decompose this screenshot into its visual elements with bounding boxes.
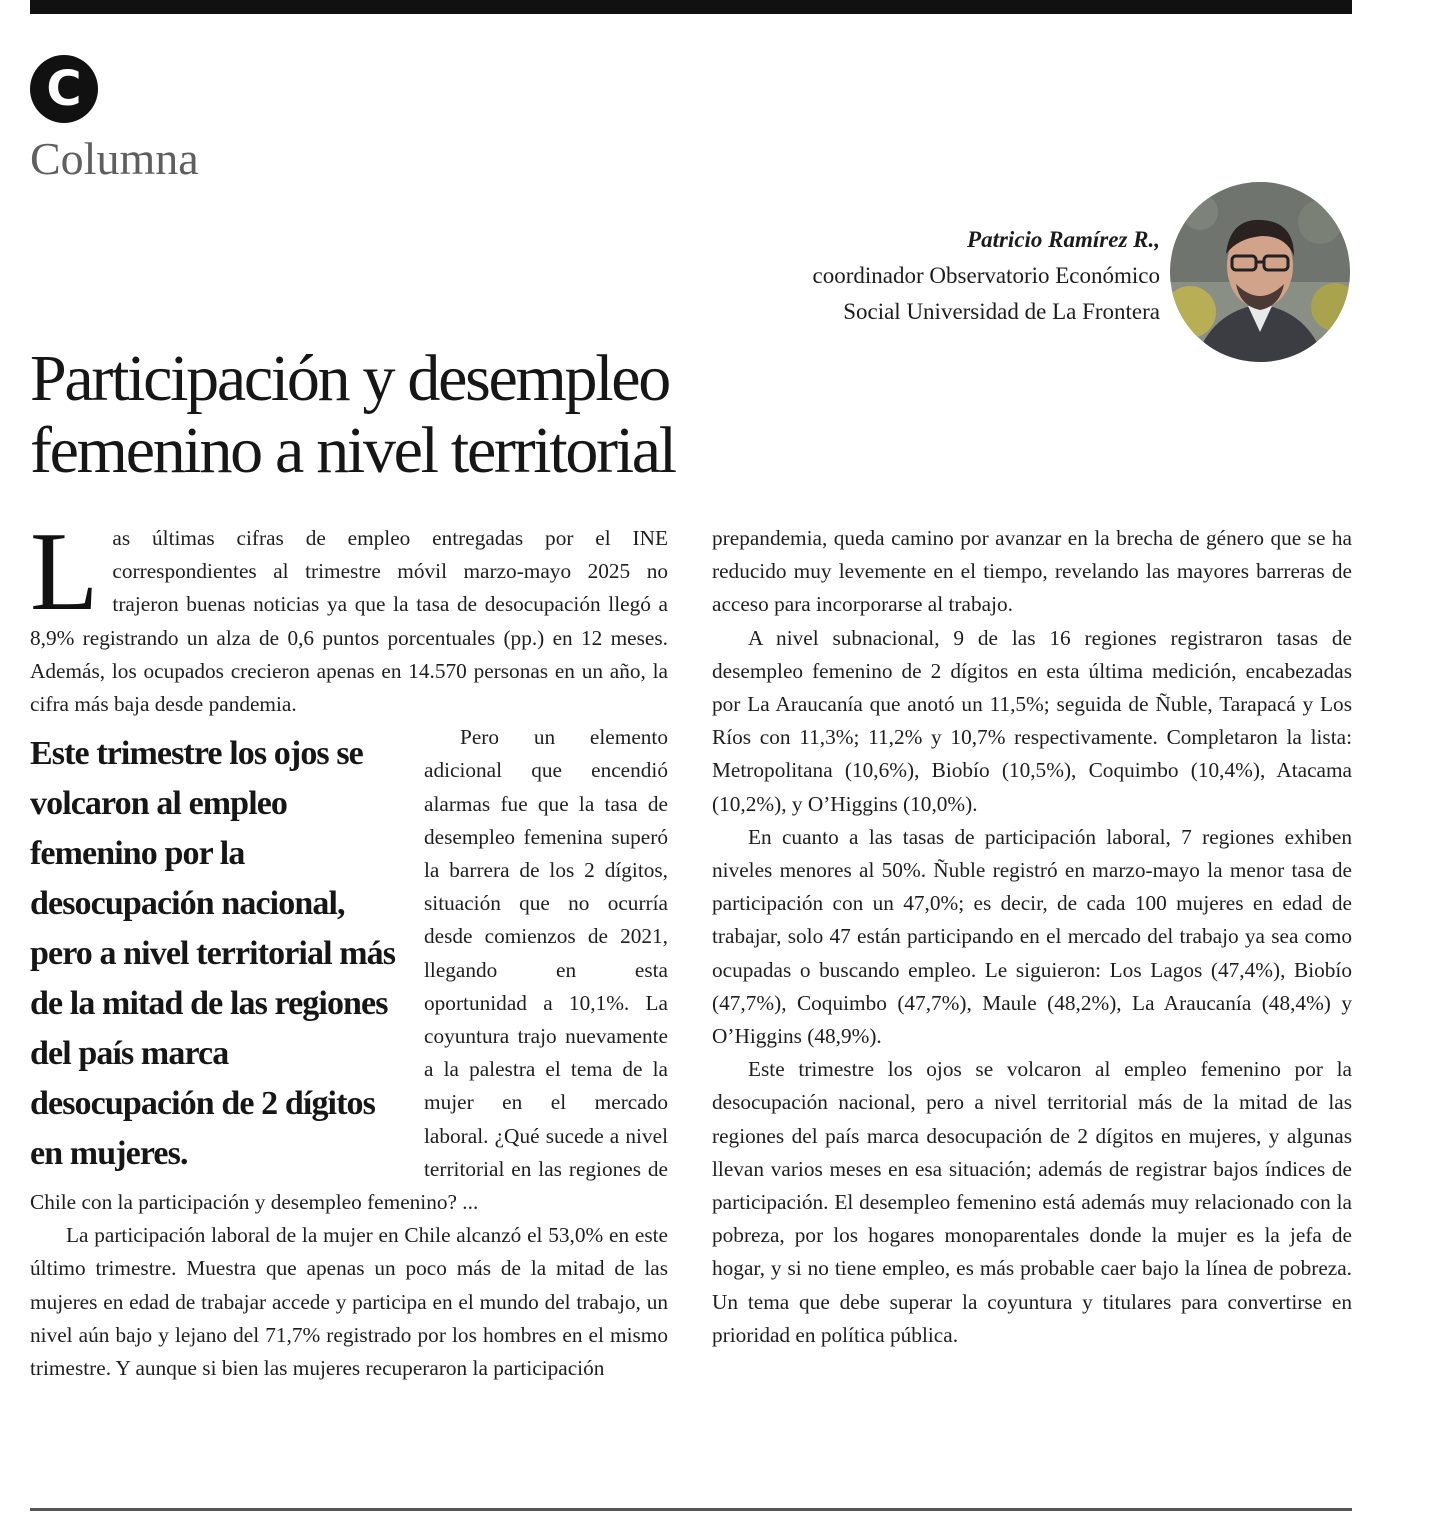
article-column-right — [712, 522, 1352, 1352]
article-column-left — [30, 510, 668, 1385]
drop-cap: L — [30, 510, 99, 634]
author-photo — [1170, 182, 1350, 362]
author-portrait-icon — [1170, 182, 1350, 362]
paragraph-3: La participación laboral de la mujer en Chile alcanzó el 53,0% en este último trimestre. Muestra que apenas un poco más de la mitad de las mujeres en edad de trabajar accede y participa en el mundo del trabajo, un nivel aún bajo y lejano del 71,7% registrado por los hombres en el mismo trimestre. Y aunque si bien las mujeres recuperaron la participación — [30, 1223, 668, 1381]
paragraph-1: as últimas cifras de empleo entregadas por el INE correspondientes al trimestre móvil marzo-mayo 2025 no trajeron buenas noticias ya que la tasa de desocupación llegó a 8,9% registrando un alza de 0,6 puntos porcentuales (pp.) en 12 meses. Además, los ocupados crecieron apenas en 14.570 personas en un año, la cifra más baja desde pandemia. — [30, 526, 668, 717]
paragraph-6: Este trimestre los ojos se volcaron al empleo femenino por la desocupación nacional, pero a nivel territorial más de la mitad de las regiones del país marca desocupación de 2 dígitos en mujeres, y algunas llevan varios meses en esa situación; además de registrar bajos índices de participación. El desempleo femenino está además muy relacionado con la pobreza, por los hogares monoparentales donde la mujer es la jefa de hogar, y si no tiene empleo, es más probable caer bajo la línea de pobreza. Un tema que debe superar la coyuntura y titulares para convertirse en prioridad en política pública. — [712, 1057, 1352, 1347]
pull-quote: Este trimestre los ojos se volcaron al empleo femenino por la desocupación nacional, pero a nivel territorial más de la mitad de las regiones del país marca desocupación de 2 dígitos en mujeres. — [30, 735, 396, 1173]
top-rule — [30, 0, 1352, 14]
author-role-line1: coordinador Observatorio Económico — [812, 263, 1160, 288]
author-byline — [660, 222, 1160, 330]
paragraph-2: Pero un elemento adicional que encendió alarmas fue que la tasa de desempleo femenina superó la barrera de los 2 dígitos, situación que no ocurría desde comienzos de 2021, llegando en esta oportunidad a 10,1%. La coyuntura trajo nuevamente a la palestra el tema de la mujer en el mercado laboral. ¿Qué sucede a nivel territorial en las regiones de Chile con la participación y desempleo femenino? ... — [30, 725, 668, 1215]
paragraph-3-continued: prepandemia, queda camino por avanzar en la brecha de género que se ha reducido muy levemente en el tiempo, revelando las mayores barreras de acceso para incorporarse al trabajo. — [712, 526, 1352, 617]
headline: Participación y desempleo femenino a nivel territorial — [30, 342, 675, 487]
section-label: Columna — [30, 133, 199, 184]
paragraph-5: En cuanto a las tasas de participación laboral, 7 regiones exhiben niveles menores al 50%. Ñuble registró en marzo-mayo la menor tasa de participación con un 47,0%; es decir, de cada 100 mujeres en edad de trabajar, solo 47 están participando en el mercado del trabajo ya sea como ocupadas o buscando empleo. Le siguieron: Los Lagos (47,4%), Biobío (47,7%), Coquimbo (47,7%), Maule (48,2%), La Araucanía (48,4%) y O’Higgins (48,9%). — [712, 824, 1352, 1049]
author-name: Patricio Ramírez R., — [967, 227, 1160, 252]
column-c-icon: C — [30, 55, 98, 123]
author-role-line2: Social Universidad de La Frontera — [843, 299, 1160, 324]
paragraph-4: A nivel subnacional, 9 de las 16 regiones registraron tasas de desempleo femenino de 2 dígitos en esta última medición, encabezadas por La Araucanía que anotó un 11,5%; seguida de Ñuble, Tarapacá y Los Ríos con 11,3%; 11,2% y 10,7% respectivamente. Completaron la lista: Metropolitana (10,6%), Biobío (10,5%), Coquimbo (10,4%), Atacama (10,2%), y O’Higgins (10,0%). — [712, 625, 1352, 816]
bottom-rule — [30, 1508, 1352, 1511]
